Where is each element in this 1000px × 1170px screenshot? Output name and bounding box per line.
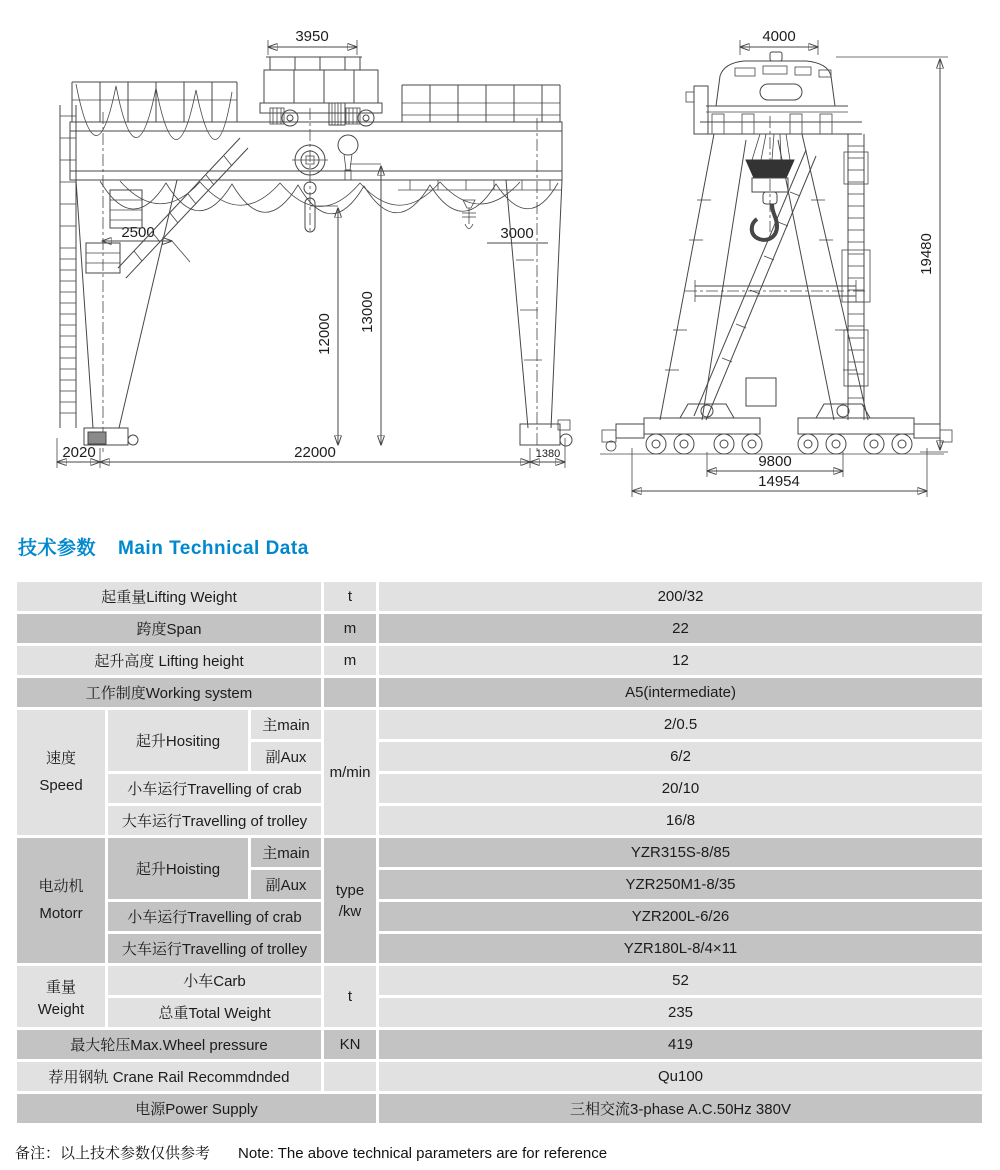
group-label-en: Motorr bbox=[39, 905, 83, 922]
row-label: 最大轮压Max.Wheel pressure bbox=[17, 1030, 321, 1059]
dim-label-13000: 13000 bbox=[359, 291, 376, 333]
dim-label-22000: 22000 bbox=[294, 444, 336, 461]
row-value: 52 bbox=[379, 966, 982, 995]
table-row bbox=[17, 614, 982, 643]
dim-label-3950: 3950 bbox=[295, 28, 329, 45]
row-value: 16/8 bbox=[379, 806, 982, 835]
row-label: 起重量Lifting Weight bbox=[17, 582, 321, 611]
dim-label-12000: 12000 bbox=[316, 313, 333, 355]
row-unit: m bbox=[324, 614, 376, 643]
row-unit bbox=[324, 838, 376, 963]
sub-label: 主main bbox=[251, 710, 321, 739]
row-label: 大车运行Travelling of trolley bbox=[108, 806, 321, 835]
row-value: 12 bbox=[379, 646, 982, 675]
dim-label-2500: 2500 bbox=[121, 224, 155, 241]
table-row bbox=[17, 1094, 982, 1123]
row-unit: m/min bbox=[324, 710, 376, 835]
footnote-zh: 备注：以上技术参数仅供参考 bbox=[15, 1145, 211, 1162]
row-value: 22 bbox=[379, 614, 982, 643]
row-unit: KN bbox=[324, 1030, 376, 1059]
footnote bbox=[15, 1142, 607, 1163]
dim-label-9800: 9800 bbox=[758, 453, 792, 470]
row-value: YZR250M1-8/35 bbox=[379, 870, 982, 899]
row-unit: m bbox=[324, 646, 376, 675]
dim-label-2020: 2020 bbox=[62, 444, 96, 461]
row-label: 总重Total Weight bbox=[108, 998, 321, 1027]
group-label-en: Speed bbox=[39, 777, 83, 794]
group-label-zh: 速度 bbox=[45, 750, 76, 767]
dim-label-19480: 19480 bbox=[918, 233, 935, 275]
row-label: 大车运行Travelling of trolley bbox=[108, 934, 321, 963]
row-value: 419 bbox=[379, 1030, 982, 1059]
group-label-en: Weight bbox=[37, 1000, 85, 1018]
row-value: YZR315S-8/85 bbox=[379, 838, 982, 867]
footnote-en: Note: The above technical parameters are for reference bbox=[238, 1145, 608, 1162]
table-row bbox=[17, 902, 982, 931]
section-title-en: Main Technical Data bbox=[118, 538, 309, 559]
row-value: A5(intermediate) bbox=[379, 678, 982, 707]
row-unit: t bbox=[324, 966, 376, 1027]
unit-line: type bbox=[335, 881, 365, 899]
row-label: 电源Power Supply bbox=[17, 1094, 376, 1123]
group-label-zh: 重量 bbox=[45, 978, 76, 996]
dim-label-3000: 3000 bbox=[500, 225, 534, 242]
table-row bbox=[17, 646, 982, 675]
section-title bbox=[18, 533, 309, 560]
dim-label-4000: 4000 bbox=[762, 28, 796, 45]
dim-label-1380: 1380 bbox=[535, 448, 561, 460]
table-row bbox=[17, 1030, 982, 1059]
table-row bbox=[17, 806, 982, 835]
table-row bbox=[17, 678, 982, 707]
table-row bbox=[17, 998, 982, 1027]
row-value: YZR180L-8/4×11 bbox=[379, 934, 982, 963]
row-label: 起升高度 Lifting height bbox=[17, 646, 321, 675]
table-row bbox=[17, 582, 982, 611]
side-view bbox=[600, 28, 952, 497]
row-label: 工作制度Working system bbox=[17, 678, 321, 707]
row-label: 跨度Span bbox=[17, 614, 321, 643]
table-row bbox=[17, 966, 982, 995]
section-title-zh: 技术参数 bbox=[18, 538, 97, 559]
table-row bbox=[17, 774, 982, 803]
sub-label: 起升Hositing bbox=[108, 710, 248, 771]
group-label-zh: 电动机 bbox=[38, 878, 84, 895]
table-row bbox=[17, 838, 982, 867]
group-motor bbox=[17, 838, 105, 963]
group-weight bbox=[17, 966, 105, 1027]
group-speed bbox=[17, 710, 105, 835]
row-value: 三相交流3-phase A.C.50Hz 380V bbox=[379, 1094, 982, 1123]
dim-label-14954: 14954 bbox=[758, 473, 800, 490]
row-value: 20/10 bbox=[379, 774, 982, 803]
row-label: 荐用钢轨 Crane Rail Recommdnded bbox=[17, 1062, 321, 1091]
technical-data-table bbox=[14, 579, 985, 1126]
table-row bbox=[17, 1062, 982, 1091]
row-label: 小车运行Travelling of crab bbox=[108, 902, 321, 931]
row-label: 小车运行Travelling of crab bbox=[108, 774, 321, 803]
table-row bbox=[17, 710, 982, 739]
row-value: Qu100 bbox=[379, 1062, 982, 1091]
row-value: YZR200L-6/26 bbox=[379, 902, 982, 931]
row-value: 6/2 bbox=[379, 742, 982, 771]
sub-label: 副Aux bbox=[251, 742, 321, 771]
row-value: 235 bbox=[379, 998, 982, 1027]
row-unit bbox=[324, 678, 376, 707]
front-view bbox=[57, 28, 572, 468]
sub-label: 主main bbox=[251, 838, 321, 867]
row-value: 200/32 bbox=[379, 582, 982, 611]
row-unit bbox=[324, 1062, 376, 1091]
row-value: 2/0.5 bbox=[379, 710, 982, 739]
table-row bbox=[17, 934, 982, 963]
row-label: 小车Carb bbox=[108, 966, 321, 995]
row-unit: t bbox=[324, 582, 376, 611]
sub-label: 副Aux bbox=[251, 870, 321, 899]
technical-drawing bbox=[0, 0, 1000, 525]
unit-line: /kw bbox=[338, 902, 362, 920]
sub-label: 起升Hoisting bbox=[108, 838, 248, 899]
